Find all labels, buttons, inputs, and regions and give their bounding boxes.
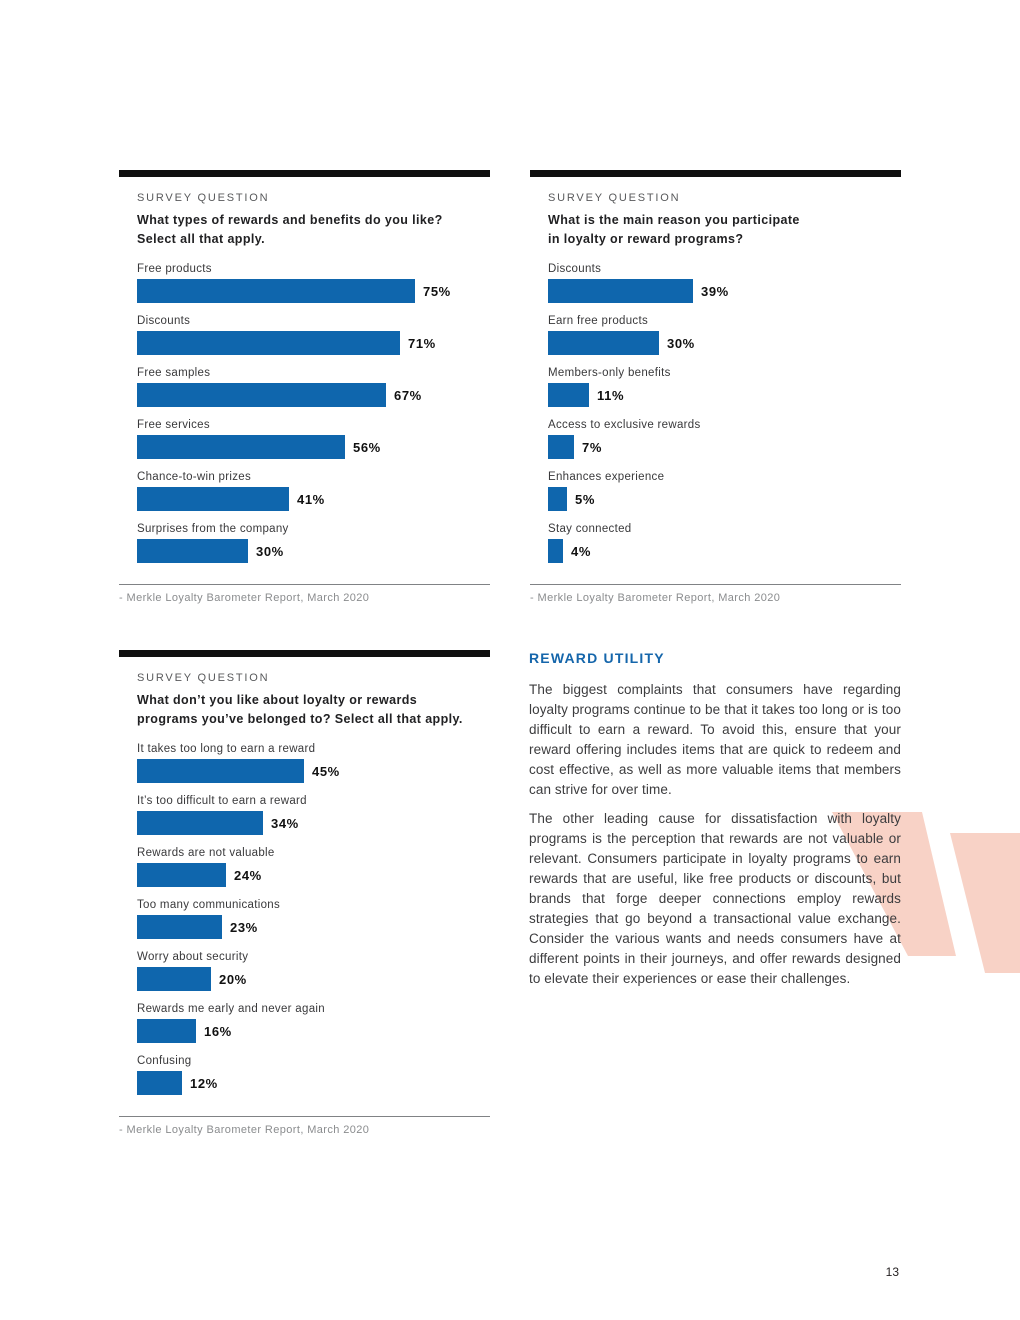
bar (137, 487, 289, 511)
bar (137, 915, 222, 939)
bar-line (137, 279, 490, 303)
survey-question-text (548, 211, 901, 249)
bar-label: Enhances experience (548, 471, 665, 483)
bar-line (548, 539, 901, 563)
question-line: Select all that apply. (137, 232, 266, 246)
bar-value-label: 11% (597, 387, 625, 403)
bar-line (548, 279, 901, 303)
bar-row (137, 950, 490, 991)
bar-label: It takes too long to earn a reward (137, 743, 316, 755)
bar (137, 383, 386, 407)
bar-label: Surprises from the company (137, 523, 289, 535)
bar-label: Too many communications (137, 899, 281, 911)
bar-value-label: 12% (190, 1075, 218, 1091)
bar (137, 759, 304, 783)
bar-chart (137, 742, 490, 1095)
bar-line (137, 811, 490, 835)
bar-label: Worry about security (137, 951, 249, 963)
survey-chart-reward-types (119, 170, 490, 605)
article-paragraph: The other leading cause for dissatisfaction with loyalty programs is the perception that rewards are not valuable or relevant. Consumers participate in loyalty programs to earn rewards that are useful, like free products or discounts, but brands that forge deeper connections employ rewards strategies that go beyond a transactional value exchange. Consider the various wants and needs consumers have at different points in their journeys, and offer rewards designed to elevate their experiences or ease their challenges. (529, 811, 901, 986)
survey-question-eyebrow: SURVEY QUESTION (137, 672, 270, 684)
survey-chart-program-dislikes (119, 650, 490, 1137)
bar-row (548, 418, 901, 459)
bar-line (137, 1071, 490, 1095)
bar-row (137, 742, 490, 783)
question-line: What is the main reason you participate (548, 213, 800, 227)
bar-label: Free services (137, 419, 210, 431)
bar-line (548, 487, 901, 511)
bar-line (137, 487, 490, 511)
bar (137, 539, 248, 563)
bar-value-label: 24% (234, 867, 262, 883)
bar-value-label: 45% (312, 763, 340, 779)
bar-line (137, 915, 490, 939)
bar-value-label: 75% (423, 283, 451, 299)
bar-row (137, 1054, 490, 1095)
bar (548, 383, 589, 407)
bar (548, 487, 567, 511)
survey-question-eyebrow: SURVEY QUESTION (548, 192, 681, 204)
bar-line (137, 759, 490, 783)
chart-source-citation: - Merkle Loyalty Barometer Report, March 2020 (530, 584, 901, 605)
chart-top-rule (530, 170, 901, 177)
bar-row (548, 470, 901, 511)
bar-row (548, 366, 901, 407)
bar-value-label: 34% (271, 815, 299, 831)
bar-line (137, 1019, 490, 1043)
bar-label: Members-only benefits (548, 367, 671, 379)
bar-row (137, 794, 490, 835)
bar (137, 435, 345, 459)
bar (137, 1019, 196, 1043)
bar-value-label: 71% (408, 335, 436, 351)
bar-value-label: 20% (219, 971, 247, 987)
bar-chart (548, 262, 901, 563)
survey-chart-participation-reason (530, 170, 901, 605)
bar-row (137, 1002, 490, 1043)
question-line: What don’t you like about loyalty or rewards (137, 693, 418, 707)
bar-line (137, 539, 490, 563)
section-heading: REWARD UTILITY (529, 650, 665, 666)
bar-value-label: 30% (667, 335, 695, 351)
survey-question-eyebrow: SURVEY QUESTION (137, 192, 270, 204)
bar-value-label: 39% (701, 283, 729, 299)
bar-label: Rewards me early and never again (137, 1003, 325, 1015)
chart-source-citation: - Merkle Loyalty Barometer Report, March 2020 (119, 584, 490, 605)
bar (137, 863, 226, 887)
bar (548, 331, 659, 355)
bar-label: Rewards are not valuable (137, 847, 275, 859)
bar-label: Chance-to-win prizes (137, 471, 252, 483)
bar (137, 811, 263, 835)
question-line: in loyalty or reward programs? (548, 232, 744, 246)
page-number: 13 (885, 1265, 899, 1279)
article-paragraph: The biggest complaints that consumers have regarding loyalty programs continue to be that it takes too long or is too difficult to earn a reward. To avoid this, ensure that your reward offering includes items that are quick to redeem and cost effective, as well as more valuable items that members can strive for over time. (529, 682, 901, 797)
bar-row (548, 522, 901, 563)
bar (548, 435, 574, 459)
bar-line (137, 435, 490, 459)
bar-label: Confusing (137, 1055, 192, 1067)
bar-row (137, 314, 490, 355)
bar-value-label: 67% (394, 387, 422, 403)
bar (137, 967, 211, 991)
bar (548, 539, 563, 563)
bar-row (137, 418, 490, 459)
chart-top-rule (119, 170, 490, 177)
bar-label: Stay connected (548, 523, 632, 535)
bar-line (137, 967, 490, 991)
question-line: programs you’ve belonged to? Select all that apply. (137, 712, 463, 726)
bar-value-label: 5% (575, 491, 595, 507)
bar (548, 279, 693, 303)
bar-value-label: 16% (204, 1023, 232, 1039)
bar (137, 331, 400, 355)
bar-row (137, 470, 490, 511)
bar-line (548, 435, 901, 459)
bar (137, 279, 415, 303)
bar-value-label: 30% (256, 543, 284, 559)
bar-label: It’s too difficult to earn a reward (137, 795, 307, 807)
bar-label: Free products (137, 263, 212, 275)
bar-row (137, 846, 490, 887)
bar-label: Discounts (137, 315, 191, 327)
bar-value-label: 4% (571, 543, 591, 559)
bar-value-label: 23% (230, 919, 258, 935)
bar-value-label: 7% (582, 439, 602, 455)
survey-question-text (137, 211, 490, 249)
bar-label: Free samples (137, 367, 211, 379)
survey-question-text (137, 691, 490, 729)
bar-value-label: 56% (353, 439, 381, 455)
bar-label: Discounts (548, 263, 602, 275)
bar-row (137, 898, 490, 939)
bar-line (137, 383, 490, 407)
bar-label: Earn free products (548, 315, 649, 327)
bar-row (548, 314, 901, 355)
bar-row (548, 262, 901, 303)
chart-top-rule (119, 650, 490, 657)
question-line: What types of rewards and benefits do you like? (137, 213, 443, 227)
article-reward-utility (529, 650, 901, 989)
bar-row (137, 522, 490, 563)
bar-line (137, 863, 490, 887)
bar-row (137, 366, 490, 407)
bar (137, 1071, 182, 1095)
bar-value-label: 41% (297, 491, 325, 507)
bar-line (137, 331, 490, 355)
bar-label: Access to exclusive rewards (548, 419, 701, 431)
bar-line (548, 331, 901, 355)
chart-source-citation: - Merkle Loyalty Barometer Report, March 2020 (119, 1116, 490, 1137)
bar-line (548, 383, 901, 407)
bar-row (137, 262, 490, 303)
bar-chart (137, 262, 490, 563)
